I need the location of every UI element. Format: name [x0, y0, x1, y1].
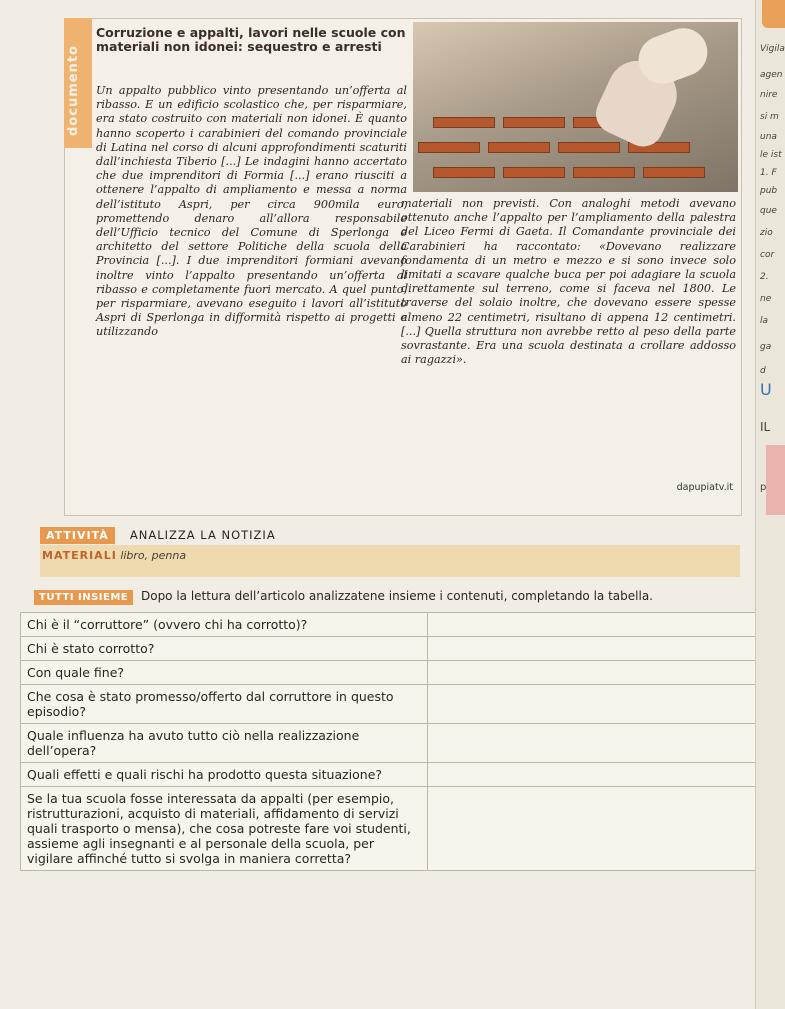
adjacent-text-fragment: 2. [760, 272, 769, 282]
adjacent-text-fragment: la [760, 316, 769, 326]
adjacent-text-fragment: Vigila [760, 44, 785, 54]
answer-cell[interactable] [427, 637, 755, 661]
adjacent-text-fragment: zio [760, 228, 773, 238]
activity-title: ANALIZZA LA NOTIZIA [129, 528, 276, 542]
adjacent-text-fragment: que [760, 206, 777, 216]
activity-tag: ATTIVITÀ [40, 527, 115, 544]
adjacent-text-fragment: pub [760, 186, 778, 196]
materials-value: libro, penna [120, 549, 187, 562]
adjacent-text-fragment: agen [760, 70, 783, 80]
question-cell: Chi è il “corruttore” (ovvero chi ha corrotto)? [21, 613, 428, 637]
table-row [21, 787, 756, 871]
table-row [21, 763, 756, 787]
adjacent-text-fragment: ga [760, 342, 772, 352]
answer-cell[interactable] [427, 724, 755, 763]
question-cell: Se la tua scuola fosse interessata da appalti (per esempio, ristrutturazioni, acquisto di materiali, affidamento di servizi quali trasporto o mensa), che cosa potreste fare voi studenti, assieme agli insegnanti e al personale della scuola, per vigilare affinché tutto si svolga in maniera corretta? [21, 787, 428, 871]
question-cell: Chi è stato corrotto? [21, 637, 428, 661]
adjacent-text-fragment: le ist [760, 150, 782, 160]
question-cell: Che cosa è stato promesso/offerto dal corruttore in questo episodio? [21, 685, 428, 724]
adjacent-text-fragment: cor [760, 250, 775, 260]
adjacent-text-fragment: d [760, 366, 766, 376]
table-row [21, 685, 756, 724]
answer-cell[interactable] [427, 661, 755, 685]
article-column-2: materiali non previsti. Con analoghi metodi avevano ottenuto anche l’appalto per l’ampliamento della palestra del Liceo Fermi di Gaeta. Il Comandante provinciale dei Carabinieri ha raccontato: «Dovevano realizzare fondamenta di un metro e mezzo e si sono invece solo limitati a scavare qualche buca per poi adagiare la scuola direttamente sul terreno, come si faceva nel 1800. Le traverse del solaio inoltre, che dovevano essere spesse almeno 22 centimetri, risultano di appena 12 centimetri. [...] Quella struttura non avrebbe retto al peso della parte sovrastante. Era una scuola destinata a crollare addosso ai ragazzi». [401, 197, 736, 367]
adjacent-text-fragment: p [760, 482, 767, 493]
article-source: dapupiatv.it [676, 482, 733, 493]
answer-cell[interactable] [427, 685, 755, 724]
table-row [21, 661, 756, 685]
activity-header [40, 524, 276, 542]
materials-bar [40, 545, 740, 577]
task-instruction: Dopo la lettura dell’articolo analizzatene insieme i contenuti, completando la tabella. [140, 589, 653, 603]
answer-cell[interactable] [427, 787, 755, 871]
pink-highlight-block [766, 445, 785, 515]
task-tag: TUTTI INSIEME [34, 590, 133, 605]
document-side-label: documento [64, 18, 92, 148]
question-cell: Quale influenza ha avuto tutto ciò nella realizzazione dell’opera? [21, 724, 428, 763]
adjacent-text-fragment: 1. F [760, 168, 777, 178]
answer-cell[interactable] [427, 763, 755, 787]
page-corner-tab [762, 0, 785, 28]
adjacent-page-strip [755, 0, 785, 1009]
task-bar [34, 589, 754, 607]
bricklaying-photo [413, 22, 738, 192]
analysis-table [20, 612, 756, 871]
article-column-1: Un appalto pubblico vinto presentando un’offerta al ribasso. E un edificio scolastico che, per risparmiare, era stato costruito con materiali non idonei. È quanto hanno scoperto i carabinieri del comando provinciale di Latina nel corso di alcuni approfondimenti scaturiti dall’inchiesta Tiberio [...] Le indagini hanno accertato che due imprenditori di Formia [...] erano riusciti a ottenere l’appalto di ampliamento e messa a norma dell’istituto Aspri, per circa 900mila euro, promettendo denaro all’allora responsabile dell’Ufficio tecnico del Comune di Sperlonga e architetto del settore Politiche della scuola della Provincia [...]. I due imprenditori formiani avevano inoltre vinto l’appalto presentando un’offerta al ribasso e completamente fuori mercato. A quel punto, per risparmiare, avevano eseguito i lavori all’istituto Aspri di Sperlonga in difformità rispetto ai progetti e utilizzando [96, 84, 407, 339]
article-headline: Corruzione e appalti, lavori nelle scuole con materiali non idonei: sequestro e arresti [96, 25, 406, 54]
table-row [21, 637, 756, 661]
question-cell: Quali effetti e quali rischi ha prodotto questa situazione? [21, 763, 428, 787]
adjacent-text-fragment: una [760, 132, 777, 142]
adjacent-text-fragment: ne [760, 294, 772, 304]
adjacent-text-fragment: nire [760, 90, 778, 100]
adjacent-text-fragment: U [760, 380, 772, 399]
table-row [21, 724, 756, 763]
adjacent-text-fragment: si m [760, 112, 779, 122]
adjacent-text-fragment: IL [760, 420, 771, 434]
question-cell: Con quale fine? [21, 661, 428, 685]
table-row [21, 613, 756, 637]
materials-label: MATERIALI [42, 549, 117, 562]
answer-cell[interactable] [427, 613, 755, 637]
